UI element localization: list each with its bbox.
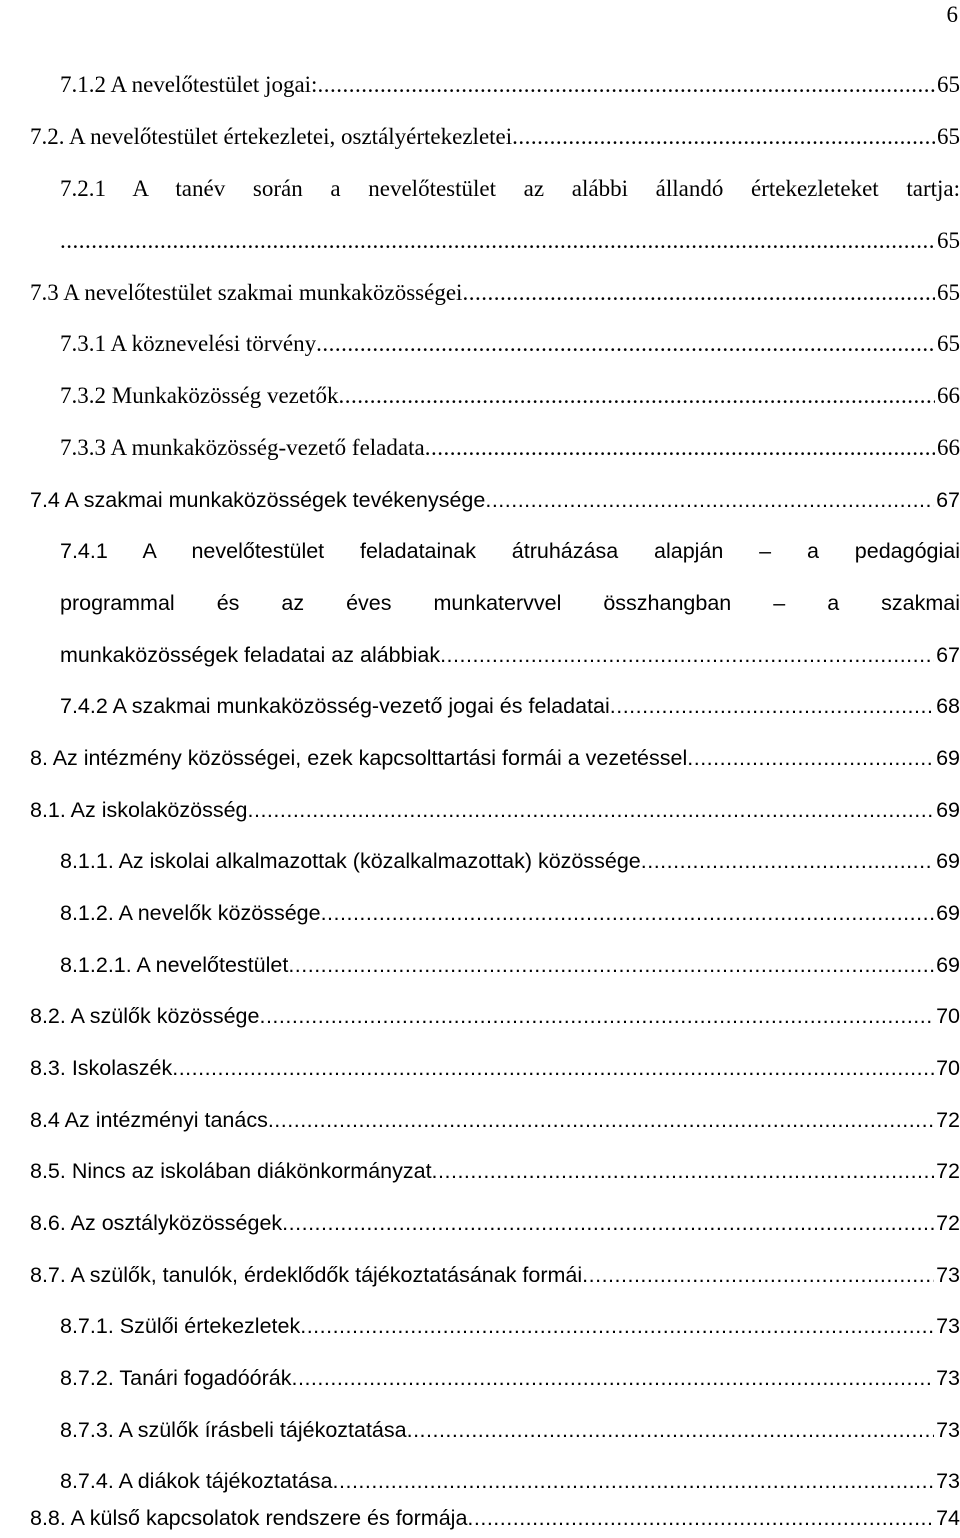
toc-leader-dots xyxy=(432,1156,935,1186)
toc-entry[interactable] xyxy=(30,795,960,825)
toc-entry-text: 8.5. Nincs az iskolában diákönkormányzat xyxy=(30,1159,432,1183)
toc-entry-page: 67 xyxy=(936,488,960,512)
toc-leader-dots xyxy=(440,640,934,670)
toc-entry-text: 7.4.1 A nevelőtestület feladatainak átruházása alapján – a pedagógiai xyxy=(60,539,960,563)
toc-entry-text: 8.1.2.1. A nevelőtestület xyxy=(60,953,289,977)
toc-leader-dots xyxy=(317,70,935,100)
toc-leader-dots xyxy=(425,433,935,463)
toc-entry[interactable] xyxy=(60,950,960,980)
toc-leader-dots xyxy=(512,122,935,152)
toc-leader-dots xyxy=(300,1311,934,1341)
toc-leader-dots xyxy=(333,1466,935,1496)
toc-leader-dots xyxy=(610,691,934,721)
toc-entry[interactable] xyxy=(60,1363,960,1393)
toc-entry-text: 8.1.2. A nevelők közössége xyxy=(60,901,321,925)
toc-entry-text: 7.2.1 A tanév során a nevelőtestület az alábbi állandó értekezleteket tartja: xyxy=(60,176,960,201)
toc-entry-page: 72 xyxy=(936,1211,960,1235)
toc-entry-page: 65 xyxy=(937,72,960,97)
toc-entry-page: 69 xyxy=(936,901,960,925)
toc-entry-text: 8.6. Az osztályközösségek xyxy=(30,1211,283,1235)
toc-entry[interactable] xyxy=(60,174,960,204)
toc-leader-dots xyxy=(462,278,935,308)
toc-entry-page: 70 xyxy=(936,1056,960,1080)
page-number: 6 xyxy=(946,2,958,27)
toc-entry[interactable] xyxy=(30,278,960,308)
toc-leader-dots xyxy=(60,226,935,256)
toc-entry-page: 72 xyxy=(936,1108,960,1132)
toc-entry-text: 8.7.2. Tanári fogadóórák xyxy=(60,1366,292,1390)
toc-entry-text: 7.4.2 A szakmai munkaközösség-vezető jogai és feladatai xyxy=(60,694,610,718)
toc-entry[interactable] xyxy=(60,381,960,411)
toc-leader-dots xyxy=(321,898,935,928)
toc-entry-text: 8.7.1. Szülői értekezletek xyxy=(60,1314,301,1338)
toc-entry-text: 7.3.1 A köznevelési törvény xyxy=(60,331,317,356)
toc-entry-text: 7.3.3 A munkaközösség-vezető feladata xyxy=(60,435,425,460)
toc-entry-page: 68 xyxy=(936,694,960,718)
toc-entry[interactable] xyxy=(60,70,960,100)
toc-entry-page: 69 xyxy=(936,798,960,822)
toc-leader-dots xyxy=(248,795,935,825)
toc-entry-text: 7.3.2 Munkaközösség vezetők xyxy=(60,383,339,408)
toc-entry-page: 73 xyxy=(936,1314,960,1338)
toc-entry-page: 65 xyxy=(937,280,960,305)
toc-entry-page: 69 xyxy=(936,953,960,977)
toc-entry-text: 7.2. A nevelőtestület értekezletei, osztályértekezletei xyxy=(30,124,513,149)
toc-entry-text: 8.1.1. Az iskolai alkalmazottak (közalkalmazottak) közössége xyxy=(60,849,641,873)
toc-entry-text: 8. Az intézmény közösségei, ezek kapcsolttartási formái a vezetéssel xyxy=(30,746,688,770)
toc-entry-text: 7.1.2 A nevelőtestület jogai: xyxy=(60,72,318,97)
toc-entry[interactable] xyxy=(30,1001,960,1031)
toc-entry[interactable] xyxy=(30,1105,960,1135)
toc-entry[interactable] xyxy=(60,329,960,359)
toc-entry[interactable] xyxy=(30,743,960,773)
toc-entry-page: 74 xyxy=(936,1506,960,1530)
toc-entry-text: programmal és az éves munkatervvel összhangban – a szakmai xyxy=(60,591,960,615)
toc-entry-continuation[interactable] xyxy=(60,640,960,670)
toc-entry-page: 73 xyxy=(936,1263,960,1287)
toc-entry-page: 73 xyxy=(936,1418,960,1442)
toc-leader-dots xyxy=(485,485,934,515)
toc-entry-page: 70 xyxy=(936,1004,960,1028)
toc-leader-dots xyxy=(172,1053,934,1083)
toc-entry[interactable] xyxy=(30,1208,960,1238)
toc-leader-dots xyxy=(467,1503,934,1533)
toc-leader-dots xyxy=(687,743,934,773)
toc-entry[interactable] xyxy=(60,1415,960,1445)
toc-entry-page: 66 xyxy=(937,435,960,460)
toc-entry[interactable] xyxy=(60,846,960,876)
toc-leader-dots xyxy=(282,1208,934,1238)
toc-entry-text: 8.4 Az intézményi tanács xyxy=(30,1108,268,1132)
toc-entry[interactable] xyxy=(30,485,960,515)
toc-entry[interactable] xyxy=(30,1053,960,1083)
toc-entry-page: 72 xyxy=(936,1159,960,1183)
toc-entry-page: 73 xyxy=(936,1366,960,1390)
toc-entry[interactable] xyxy=(30,1503,960,1533)
toc-entry-text: 8.7.4. A diákok tájékoztatása xyxy=(60,1469,333,1493)
toc-leader-dots xyxy=(268,1105,934,1135)
toc-entry-page: 69 xyxy=(936,849,960,873)
toc-entry-text: 8.3. Iskolaszék xyxy=(30,1056,173,1080)
toc-entry-page: 69 xyxy=(936,746,960,770)
toc-entry[interactable] xyxy=(30,122,960,152)
toc-entry-page: 66 xyxy=(937,383,960,408)
toc-entry[interactable] xyxy=(60,536,960,566)
toc-entry-text: 8.1. Az iskolaközösség xyxy=(30,798,248,822)
toc-entry-text: munkaközösségek feladatai az alábbiak xyxy=(60,643,441,667)
toc-leader-dots xyxy=(292,1363,935,1393)
toc-entry-page: 65 xyxy=(937,124,960,149)
toc-entry[interactable] xyxy=(60,1466,960,1496)
toc-leader-dots xyxy=(339,381,936,411)
toc-entry-text: 7.4 A szakmai munkaközösségek tevékenysége xyxy=(30,488,486,512)
toc-leader-dots xyxy=(316,329,935,359)
toc-entry-text: 8.7. A szülők, tanulók, érdeklődők tájékoztatásának formái xyxy=(30,1263,583,1287)
toc-entry[interactable] xyxy=(60,433,960,463)
toc-entry-continuation[interactable] xyxy=(60,226,960,256)
toc-entry-page: 65 xyxy=(937,331,960,356)
toc-leader-dots xyxy=(259,1001,934,1031)
toc-entry[interactable] xyxy=(60,1311,960,1341)
toc-entry-page: 67 xyxy=(936,643,960,667)
toc-leader-dots xyxy=(641,846,934,876)
toc-entry-text: 8.7.3. A szülők írásbeli tájékoztatása xyxy=(60,1418,407,1442)
toc-entry-page: 65 xyxy=(937,228,960,253)
toc-entry-continuation[interactable] xyxy=(60,588,960,618)
toc-entry[interactable] xyxy=(30,1260,960,1290)
toc-entry[interactable] xyxy=(60,898,960,928)
toc-entry-page: 73 xyxy=(936,1469,960,1493)
toc-entry-text: 7.3 A nevelőtestület szakmai munkaközösségei xyxy=(30,280,463,305)
toc-leader-dots xyxy=(407,1415,934,1445)
toc-entry-text: 8.2. A szülők közössége xyxy=(30,1004,260,1028)
toc-leader-dots xyxy=(288,950,934,980)
toc-leader-dots xyxy=(582,1260,934,1290)
toc-entry-text: 8.8. A külső kapcsolatok rendszere és formája xyxy=(30,1506,468,1530)
toc-entry[interactable] xyxy=(30,1156,960,1186)
toc-entry[interactable] xyxy=(60,691,960,721)
